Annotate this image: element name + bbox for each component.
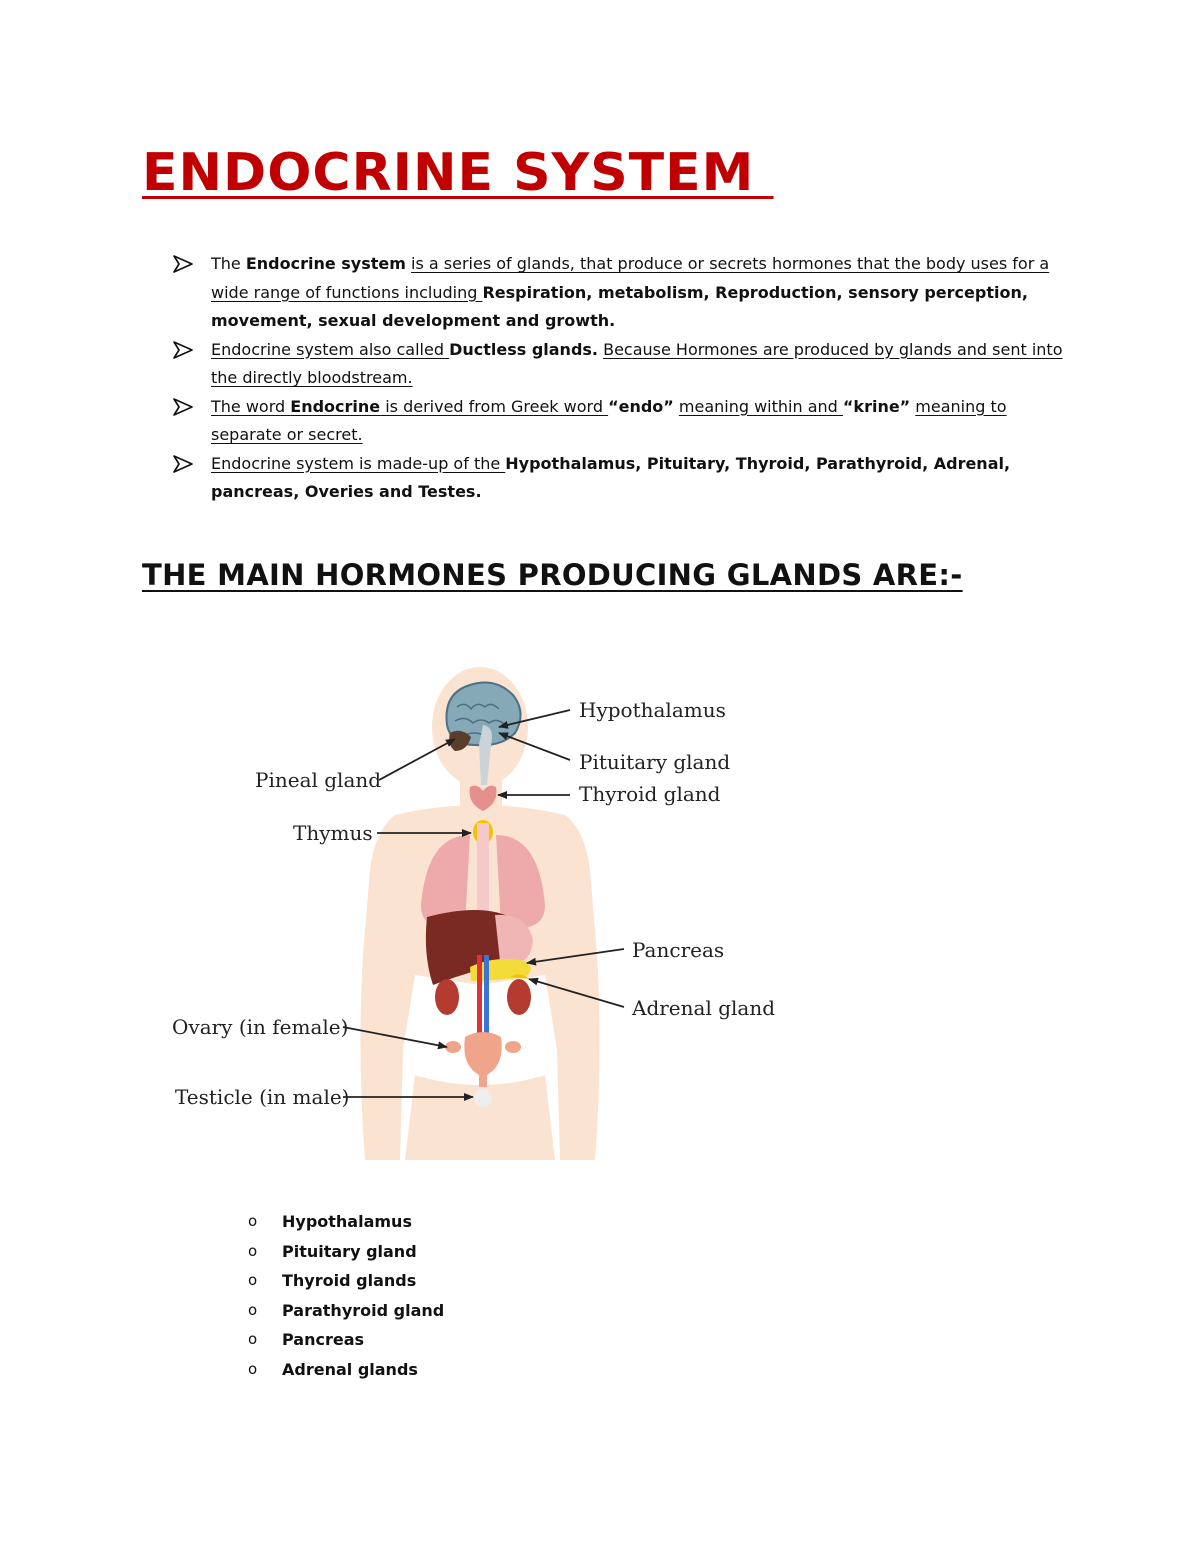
label-thyroid: Thyroid gland — [579, 782, 721, 806]
intro-bullet-text — [211, 397, 1007, 445]
ovary-organ — [445, 1041, 461, 1053]
intro-bullet — [172, 336, 1077, 393]
kidney-right — [507, 979, 531, 1015]
bullet-segment: “endo” — [608, 396, 674, 416]
kidney-left — [435, 979, 459, 1015]
label-pituitary: Pituitary gland — [579, 750, 731, 774]
list-item — [248, 1207, 444, 1237]
bullet-segment: The word — [211, 396, 291, 416]
label-testicle: Testicle (in male) — [175, 1085, 350, 1109]
intro-bullet-list — [172, 250, 1077, 507]
gland-name: Parathyroid gland — [282, 1300, 445, 1320]
bullet-segment: Endocrine — [290, 396, 381, 416]
label-hypothalamus: Hypothalamus — [579, 698, 726, 722]
bullet-segment: meaning to separate or secret. — [211, 396, 1007, 444]
page-title: ENDOCRINE SYSTEM — [142, 143, 774, 203]
circle-bullet-icon: o — [248, 1300, 258, 1319]
intro-bullet — [172, 393, 1077, 450]
circle-bullet-icon: o — [248, 1271, 258, 1290]
bullet-segment: is a series of glands, that produce or secrets hormones that the body uses for a wide range of functions including — [211, 254, 1050, 302]
bullet-segment: meaning within and — [678, 396, 843, 416]
gland-name: Pancreas — [282, 1330, 365, 1350]
list-item — [248, 1355, 444, 1385]
arrow-bullet-icon — [172, 455, 194, 473]
bullet-segment: Hypothalamus, Pituitary, Thyroid, Parathyroid, Adrenal, pancreas, Overies and Testes. — [211, 453, 1011, 501]
arrow-bullet-icon — [172, 255, 194, 273]
arrow-bullet-icon — [172, 341, 194, 359]
circle-bullet-icon: o — [248, 1212, 258, 1230]
glands-list — [248, 1207, 444, 1385]
ovary-organ-right — [505, 1041, 521, 1053]
intro-bullet — [172, 450, 1077, 507]
circle-bullet-icon: o — [248, 1330, 258, 1349]
bullet-segment: Endocrine system — [245, 254, 406, 273]
intro-bullet-text — [211, 254, 1049, 330]
arrow-bullet-icon — [172, 398, 194, 416]
intro-bullet-text — [211, 454, 1010, 502]
gland-name: Hypothalamus — [282, 1212, 412, 1231]
bullet-segment: is derived from Greek word — [380, 396, 609, 416]
label-adrenal: Adrenal gland — [632, 996, 776, 1020]
gland-name: Pituitary gland — [282, 1241, 417, 1261]
aorta — [477, 955, 482, 1035]
intro-bullet-text — [211, 340, 1062, 388]
bullet-segment: Endocrine system also called — [211, 339, 450, 359]
circle-bullet-icon: o — [248, 1359, 258, 1378]
label-thymus: Thymus — [293, 821, 373, 845]
label-ovary: Ovary (in female) — [172, 1015, 349, 1039]
bullet-segment: Because Hormones are produced by glands and sent into the directly bloodstream. — [211, 339, 1063, 387]
list-item — [248, 1266, 444, 1296]
list-item — [248, 1296, 444, 1326]
endocrine-diagram — [165, 655, 785, 1175]
vena-cava — [484, 955, 489, 1035]
list-item — [248, 1325, 444, 1355]
bullet-segment: Respiration, metabolism, Reproduction, sensory perception, movement, sexual development and growth. — [211, 282, 1028, 330]
gland-name: Thyroid glands — [282, 1271, 417, 1291]
uterus-organ — [464, 1032, 501, 1087]
label-pineal: Pineal gland — [255, 768, 382, 792]
bullet-segment: Ductless glands. — [449, 339, 598, 359]
bullet-segment: Endocrine system is made-up of the — [211, 453, 506, 473]
bullet-segment: The — [211, 254, 246, 273]
intro-bullet — [172, 250, 1077, 336]
list-item — [248, 1237, 444, 1267]
gland-name: Adrenal glands — [282, 1359, 418, 1379]
bullet-segment: “krine” — [842, 396, 911, 416]
label-pancreas: Pancreas — [632, 938, 725, 962]
testicle-organ — [474, 1089, 492, 1107]
circle-bullet-icon: o — [248, 1241, 258, 1260]
section-heading: THE MAIN HORMONES PRODUCING GLANDS ARE:- — [142, 558, 963, 592]
